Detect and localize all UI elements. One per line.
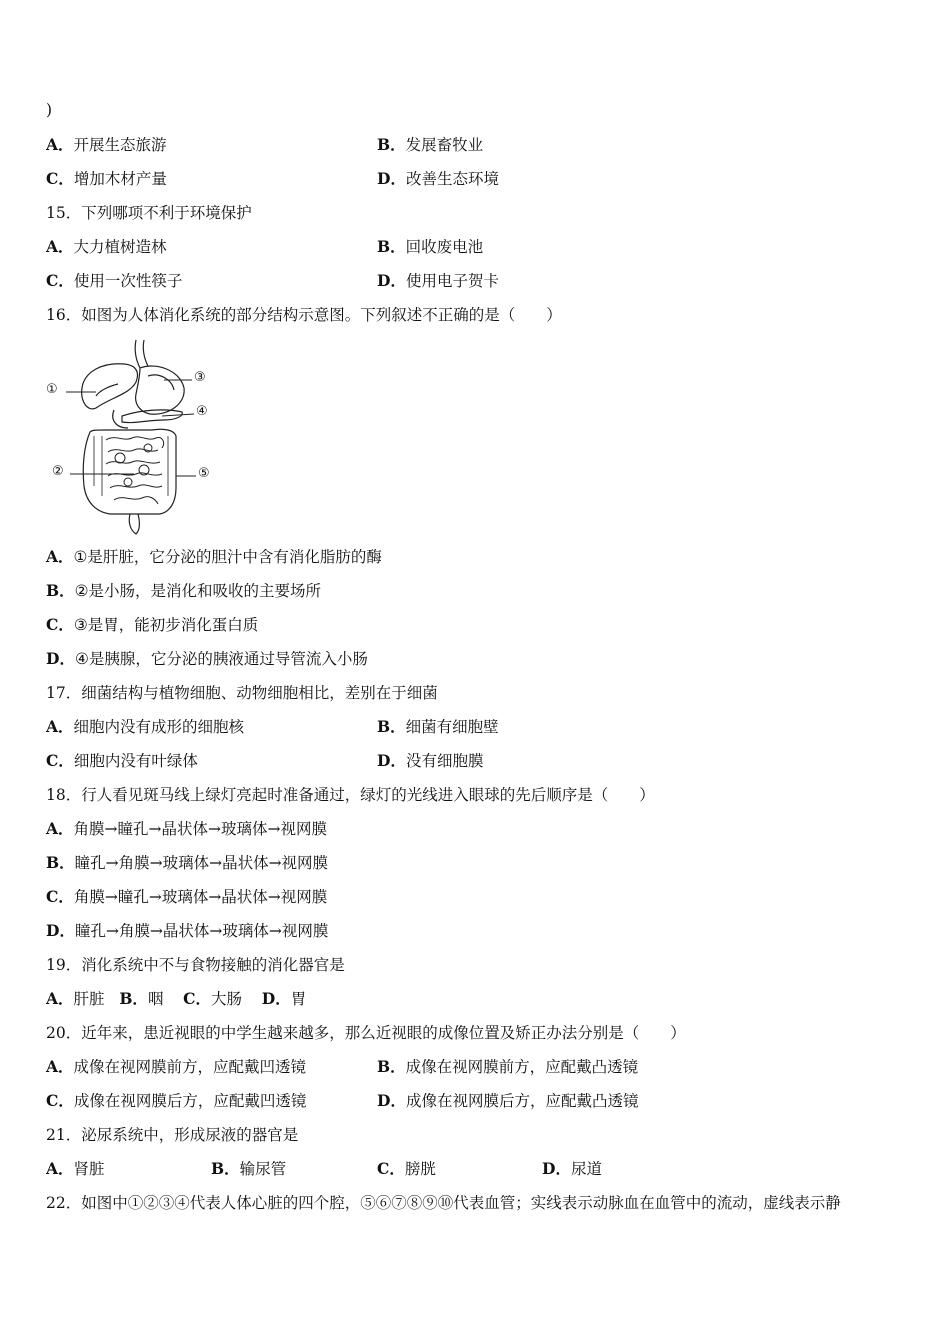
q21-option-a: A．肾脏 — [46, 1159, 105, 1178]
q15-stem: 15．下列哪项不利于环境保护 — [46, 204, 252, 222]
q16-option-d: D．④是胰腺，它分泌的胰液通过导管流入小肠 — [46, 649, 368, 668]
q15-option-a: A．大力植树造林 — [46, 237, 167, 256]
q17-stem: 17．细菌结构与植物细胞、动物细胞相比，差别在于细菌 — [46, 684, 438, 702]
q21-stem: 21．泌尿系统中，形成尿液的器官是 — [46, 1126, 299, 1144]
q19-options: A．肝脏 B．咽 C．大肠 D．胃 — [46, 989, 307, 1008]
q20-option-c: C．成像在视网膜后方，应配戴凹透镜 — [46, 1091, 307, 1110]
q20-option-b: B．成像在视网膜前方，应配戴凸透镜 — [377, 1057, 639, 1076]
q18-option-b: B．瞳孔→角膜→玻璃体→晶状体→视网膜 — [46, 853, 329, 872]
q21-option-d: D．尿道 — [542, 1159, 602, 1178]
q17-option-d: D．没有细胞膜 — [377, 751, 484, 770]
q19-stem: 19．消化系统中不与食物接触的消化器官是 — [46, 956, 345, 974]
q16-option-b: B．②是小肠，是消化和吸收的主要场所 — [46, 581, 322, 600]
digestive-system-figure — [44, 336, 224, 536]
q15-option-d: D．使用电子贺卡 — [377, 271, 499, 290]
q22-stem: 22．如图中①②③④代表人体心脏的四个腔，⑤⑥⑦⑧⑨⑩代表血管；实线表示动脉血在血管中的流动，虚线表示静 — [46, 1194, 841, 1212]
q14-option-d: D．改善生态环境 — [377, 169, 499, 188]
q20-option-a: A．成像在视网膜前方，应配戴凹透镜 — [46, 1057, 307, 1076]
esophagus-shape — [135, 340, 140, 368]
rectum-shape — [129, 514, 139, 534]
q14-option-a: A．开展生态旅游 — [46, 135, 167, 154]
pancreas-shape — [122, 410, 182, 423]
q20-stem: 20．近年来，患近视眼的中学生越来越多，那么近视眼的成像位置及矫正办法分别是（ ） — [46, 1024, 686, 1042]
q21-option-c: C．膀胱 — [377, 1159, 436, 1178]
q18-stem: 18．行人看见斑马线上绿灯亮起时准备通过，绿灯的光线进入眼球的先后顺序是（ ） — [46, 786, 655, 804]
q18-option-d: D．瞳孔→角膜→晶状体→玻璃体→视网膜 — [46, 921, 329, 940]
figure-label-4: ④ — [196, 404, 208, 419]
q16-option-a: A．①是肝脏，它分泌的胆汁中含有消化脂肪的酶 — [46, 547, 382, 566]
q17-option-b: B．细菌有细胞壁 — [377, 717, 499, 736]
q21-option-b: B．输尿管 — [211, 1159, 287, 1178]
q16-option-c: C．③是胃，能初步消化蛋白质 — [46, 615, 259, 634]
figure-label-1: ① — [46, 382, 58, 397]
small-intestine-shape — [106, 437, 164, 504]
q17-option-c: C．细胞内没有叶绿体 — [46, 751, 198, 770]
stomach-shape — [136, 366, 185, 414]
figure-label-3: ③ — [194, 370, 206, 385]
figure-label-2: ② — [52, 464, 64, 479]
q16-stem: 16．如图为人体消化系统的部分结构示意图。下列叙述不正确的是（ ） — [46, 306, 562, 324]
large-intestine-shape — [83, 429, 176, 514]
q14-option-c: C．增加木材产量 — [46, 169, 167, 188]
figure-label-5: ⑤ — [198, 466, 210, 481]
q18-option-a: A．角膜→瞳孔→晶状体→玻璃体→视网膜 — [46, 819, 327, 838]
q14-option-b: B．发展畜牧业 — [377, 135, 484, 154]
q18-option-c: C．角膜→瞳孔→玻璃体→晶状体→视网膜 — [46, 887, 328, 906]
carry-over-paren: ) — [46, 101, 53, 119]
q15-option-c: C．使用一次性筷子 — [46, 271, 183, 290]
q20-option-d: D．成像在视网膜后方，应配戴凸透镜 — [377, 1091, 639, 1110]
q15-option-b: B．回收废电池 — [377, 237, 484, 256]
q17-option-a: A．细胞内没有成形的细胞核 — [46, 717, 245, 736]
